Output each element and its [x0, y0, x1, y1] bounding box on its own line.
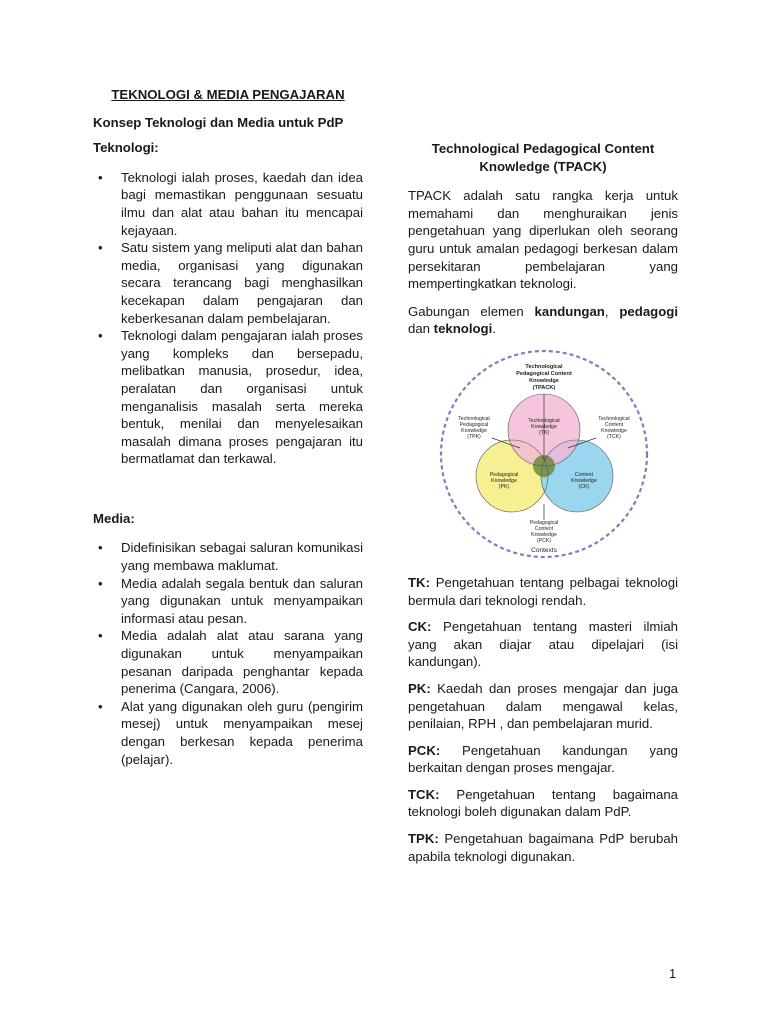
pck-label-3: Knowledge	[531, 531, 557, 538]
tck-label-2: Content	[604, 421, 624, 428]
list-item: • Satu sistem yang meliputi alat dan bahan media, organisasi yang digunakan secara terancang bagi menghasilkan kecekapan dalam pengajaran dan keberkesanan dalam pembelajaran.	[93, 239, 363, 327]
gabungan-end: .	[492, 321, 496, 337]
definition-tpk	[408, 830, 678, 865]
list-item: • Alat yang digunakan oleh guru (pengirim mesej) untuk menyampaikan mesej dengan berkesan kepada penerima (pelajar).	[93, 698, 363, 768]
tpack-venn-diagram	[434, 348, 654, 560]
pk-label-1: Pedagogical	[489, 471, 519, 478]
media-heading: Media:	[93, 510, 135, 526]
technology-heading: Teknologi:	[93, 140, 159, 156]
term-tpk: TPK:	[408, 831, 439, 847]
tpack-label-3: Knowledge	[529, 377, 559, 384]
gabungan-line	[408, 303, 678, 338]
term-tck: TCK:	[408, 786, 440, 802]
tpk-label-1: Technological	[458, 415, 490, 422]
pck-label-4: (PCK)	[536, 537, 552, 544]
definition-ck	[408, 618, 678, 671]
definition-text: Pengetahuan tentang pelbagai teknologi bermula dari teknologi rendah.	[408, 574, 678, 608]
pk-label-2: Knowledge	[491, 477, 517, 484]
list-item: • Media adalah alat atau sarana yang digunakan untuk menyampaikan pesanan daripada penghantar kepada penerima (Cangara, 2006).	[93, 627, 363, 697]
ck-label-3: (CK)	[578, 483, 590, 490]
tpack-intro: TPACK adalah satu rangka kerja untuk memahami dan menghuraikan jenis pengetahuan yang diperlukan oleh seorang guru untuk amalan pedagogi berkesan dalam persekitaran pembelajaran yang mempertingkatkan teknologi.	[408, 188, 678, 292]
tpack-label-4: (TPACK)	[532, 384, 556, 391]
tpack-label-1: Technological	[525, 363, 563, 370]
tck-label-1: Technological	[598, 415, 630, 422]
tpk-label-4: (TPK)	[467, 433, 481, 440]
tpk-label-2: Pedagogical	[459, 421, 489, 428]
technology-list	[93, 169, 363, 468]
pk-label-3: (PK)	[498, 483, 510, 490]
definition-text: Kaedah dan proses mengajar dan juga pengetahuan dalam mengawal kelas, penilaian, RPH , dan pembelajaran murid.	[408, 680, 678, 732]
definition-tk	[408, 574, 678, 609]
tpk-label-3: Knowledge	[461, 427, 487, 434]
gabungan-prefix: Gabungan elemen	[408, 303, 535, 319]
gabungan-kandungan: kandungan	[534, 303, 605, 319]
term-pck: PCK:	[408, 742, 441, 758]
tpack-title: Technological Pedagogical Content Knowledge (TPACK)	[431, 141, 655, 174]
contexts-label: Contexts	[531, 546, 557, 554]
definition-text: Pengetahuan kandungan yang berkaitan dengan proses mengajar.	[408, 742, 678, 776]
gabungan-sep: dan	[408, 321, 434, 337]
document-title: TEKNOLOGI & MEDIA PENGAJARAN	[111, 87, 345, 102]
definition-pck	[408, 742, 678, 777]
definition-text: Pengetahuan bagaimana PdP berubah apabila teknologi digunakan.	[408, 831, 678, 864]
ck-label-2: Knowledge	[571, 477, 597, 484]
tck-label-3: Knowledge	[601, 427, 627, 434]
definition-pk	[408, 680, 678, 733]
list-item: • Didefinisikan sebagai saluran komunikasi yang membawa maklumat.	[93, 539, 363, 574]
tk-label-2: Knowledge	[531, 423, 557, 430]
page-number: 1	[669, 966, 677, 981]
section-subtitle: Konsep Teknologi dan Media untuk PdP	[93, 114, 344, 130]
right-column	[408, 140, 678, 874]
gabungan-teknologi: teknologi	[433, 321, 493, 337]
list-item: • Media adalah segala bentuk dan saluran yang digunakan untuk menyampaikan informasi atau pesan.	[93, 575, 363, 628]
ck-label-1: Content	[574, 471, 594, 478]
definition-tck	[408, 786, 678, 821]
term-tk: TK:	[408, 574, 430, 590]
list-item: • Teknologi ialah proses, kaedah dan idea bagi memastikan penggunaan sesuatu ilmu dan alat atau bahan itu mencapai kejayaan.	[93, 169, 363, 239]
term-pk: PK:	[408, 680, 431, 696]
gabungan-pedagogi: pedagogi	[619, 303, 678, 319]
term-ck: CK:	[408, 619, 432, 635]
pck-label-2: Content	[534, 525, 554, 532]
tk-label-1: Technological	[528, 417, 560, 424]
media-list	[93, 539, 363, 768]
tck-label-4: (TCK)	[607, 433, 621, 440]
definition-text: Pengetahuan tentang masteri ilmiah yang akan diajar atau dipelajari (isi kandungan).	[408, 619, 678, 670]
gabungan-sep: ,	[604, 303, 620, 319]
tk-label-3: (TK)	[538, 429, 550, 436]
left-column	[93, 86, 363, 768]
definition-text: Pengetahuan tentang bagaimana teknologi boleh digunakan dalam PdP.	[408, 786, 678, 820]
pck-label-1: Pedagogical	[529, 519, 559, 526]
tpack-label-2: Pedagogical Content	[516, 370, 572, 377]
list-item: • Teknologi dalam pengajaran ialah proses yang kompleks dan bersepadu, melibatkan manusia, prosedur, idea, peralatan dan organisasi untuk menganalisis masalah serta mereka bentuk, menilai dan menyelesaikan masalah dimana proses pengajaran itu bermatlamat dan terkawal.	[93, 327, 363, 468]
